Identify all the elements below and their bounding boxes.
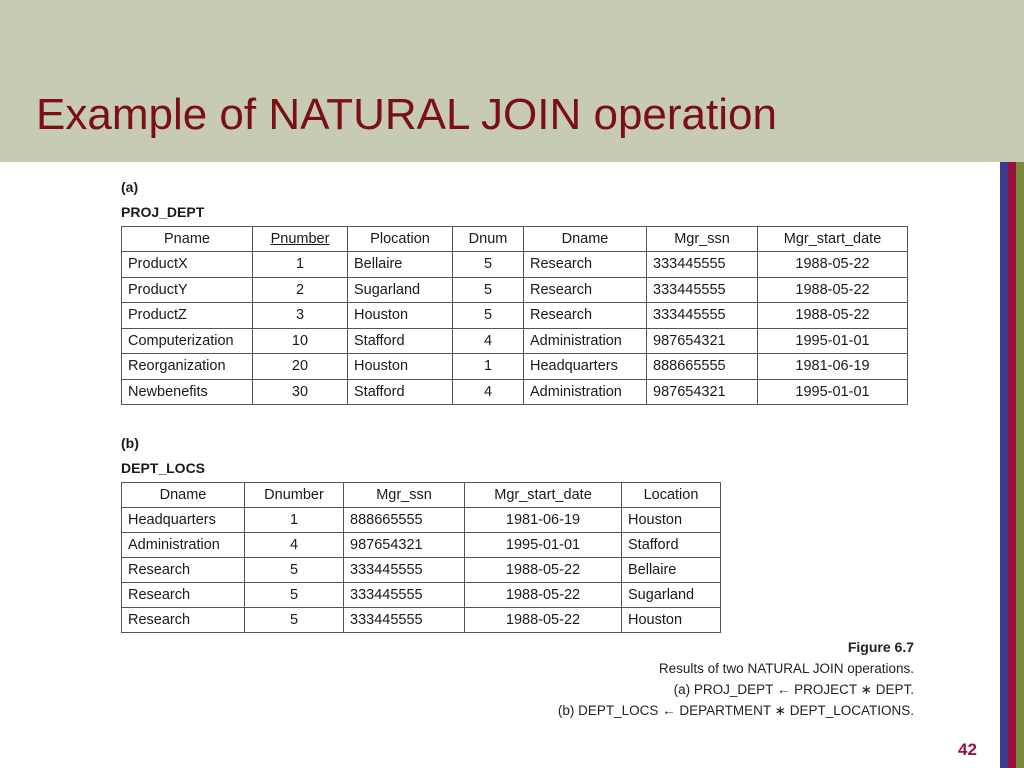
figure-caption — [558, 637, 914, 721]
column-header: Mgr_ssn — [647, 227, 758, 252]
table-cell: Headquarters — [524, 354, 647, 380]
table-cell: Stafford — [348, 379, 453, 405]
column-header: Dnumber — [245, 483, 344, 508]
table-cell: Administration — [524, 328, 647, 354]
table-cell: Research — [122, 583, 245, 608]
table-cell: Sugarland — [348, 277, 453, 303]
part-a-label: (a) — [121, 179, 139, 195]
table-cell: 2 — [253, 277, 348, 303]
caption-line: (a) PROJ_DEPT ← PROJECT ∗ DEPT. — [673, 682, 914, 697]
table-cell: 5 — [453, 303, 524, 329]
table-cell: Research — [524, 277, 647, 303]
proj-dept-table — [121, 226, 908, 405]
table-cell: Sugarland — [622, 583, 721, 608]
table-row — [122, 583, 721, 608]
caption-line: Results of two NATURAL JOIN operations. — [658, 661, 914, 676]
column-header: Dname — [122, 483, 245, 508]
table-row — [122, 252, 908, 278]
table-row — [122, 608, 721, 633]
table-cell: 333445555 — [647, 277, 758, 303]
table-cell: 1981-06-19 — [758, 354, 908, 380]
part-b-label: (b) — [121, 435, 139, 451]
table-row — [122, 303, 908, 329]
table-cell: Newbenefits — [122, 379, 253, 405]
table-row — [122, 354, 908, 380]
table-cell: 987654321 — [344, 533, 465, 558]
table-cell: 5 — [245, 583, 344, 608]
table-cell: 1988-05-22 — [758, 252, 908, 278]
table-cell: ProductX — [122, 252, 253, 278]
table-cell: 1995-01-01 — [758, 379, 908, 405]
table-header-row — [122, 227, 908, 252]
table-cell: Houston — [348, 303, 453, 329]
side-stripe-red — [1008, 162, 1016, 768]
table-cell: Administration — [122, 533, 245, 558]
side-stripe-green — [1016, 162, 1024, 768]
column-header: Mgr_ssn — [344, 483, 465, 508]
table-cell: ProductZ — [122, 303, 253, 329]
column-header — [253, 227, 348, 252]
table-cell: Research — [122, 558, 245, 583]
page-number: 42 — [958, 740, 977, 759]
table-cell: 333445555 — [647, 303, 758, 329]
table-row — [122, 508, 721, 533]
table-cell: 333445555 — [647, 252, 758, 278]
table-cell: 987654321 — [647, 379, 758, 405]
table-cell: 5 — [453, 252, 524, 278]
caption-line: (b) DEPT_LOCS ← DEPARTMENT ∗ DEPT_LOCATIONS. — [557, 703, 914, 718]
table-cell: 1988-05-22 — [758, 303, 908, 329]
table-row — [122, 379, 908, 405]
proj-dept-table-name: PROJ_DEPT — [121, 204, 205, 220]
table-cell: 1 — [245, 508, 344, 533]
dept-locs-table-name: DEPT_LOCS — [121, 460, 206, 476]
table-cell: 30 — [253, 379, 348, 405]
table-cell: 987654321 — [647, 328, 758, 354]
table-cell: Headquarters — [122, 508, 245, 533]
table-cell: Stafford — [348, 328, 453, 354]
table-cell: 1995-01-01 — [758, 328, 908, 354]
table-cell: Houston — [622, 608, 721, 633]
table-cell: Research — [122, 608, 245, 633]
table-cell: 4 — [453, 328, 524, 354]
table-header-row — [122, 483, 721, 508]
table-cell: 888665555 — [647, 354, 758, 380]
column-header: Dname — [524, 227, 647, 252]
table-cell: Research — [524, 252, 647, 278]
table-row — [122, 533, 721, 558]
table-cell: 1988-05-22 — [758, 277, 908, 303]
table-cell: Houston — [622, 508, 721, 533]
table-cell: 5 — [245, 608, 344, 633]
column-header: Location — [622, 483, 721, 508]
figure-number: Figure 6.7 — [847, 639, 914, 655]
table-cell: 1 — [453, 354, 524, 380]
table-cell: 5 — [245, 558, 344, 583]
table-cell: ProductY — [122, 277, 253, 303]
table-cell: Reorganization — [122, 354, 253, 380]
table-cell: 1981-06-19 — [465, 508, 622, 533]
dept-locs-table — [121, 482, 721, 633]
table-cell: 1995-01-01 — [465, 533, 622, 558]
column-header: Plocation — [348, 227, 453, 252]
table-cell: Bellaire — [348, 252, 453, 278]
slide-title: Example of NATURAL JOIN operation — [36, 90, 777, 139]
table-cell: 4 — [453, 379, 524, 405]
table-row — [122, 558, 721, 583]
table-cell: Stafford — [622, 533, 721, 558]
column-header: Mgr_start_date — [465, 483, 622, 508]
table-cell: 10 — [253, 328, 348, 354]
table-cell: Administration — [524, 379, 647, 405]
table-cell: 4 — [245, 533, 344, 558]
table-cell: 333445555 — [344, 583, 465, 608]
table-cell: 20 — [253, 354, 348, 380]
table-cell: 3 — [253, 303, 348, 329]
side-stripe-blue — [1000, 162, 1008, 768]
key-column-label: Pnumber — [270, 231, 330, 247]
table-cell: 1988-05-22 — [465, 558, 622, 583]
table-cell: 888665555 — [344, 508, 465, 533]
column-header: Pname — [122, 227, 253, 252]
table-cell: 333445555 — [344, 558, 465, 583]
table-cell: Bellaire — [622, 558, 721, 583]
table-cell: Research — [524, 303, 647, 329]
table-cell: Computerization — [122, 328, 253, 354]
table-row — [122, 277, 908, 303]
table-cell: 5 — [453, 277, 524, 303]
column-header: Mgr_start_date — [758, 227, 908, 252]
table-cell: 1988-05-22 — [465, 608, 622, 633]
table-cell: 333445555 — [344, 608, 465, 633]
table-cell: 1988-05-22 — [465, 583, 622, 608]
table-cell: 1 — [253, 252, 348, 278]
table-cell: Houston — [348, 354, 453, 380]
column-header: Dnum — [453, 227, 524, 252]
table-row — [122, 328, 908, 354]
